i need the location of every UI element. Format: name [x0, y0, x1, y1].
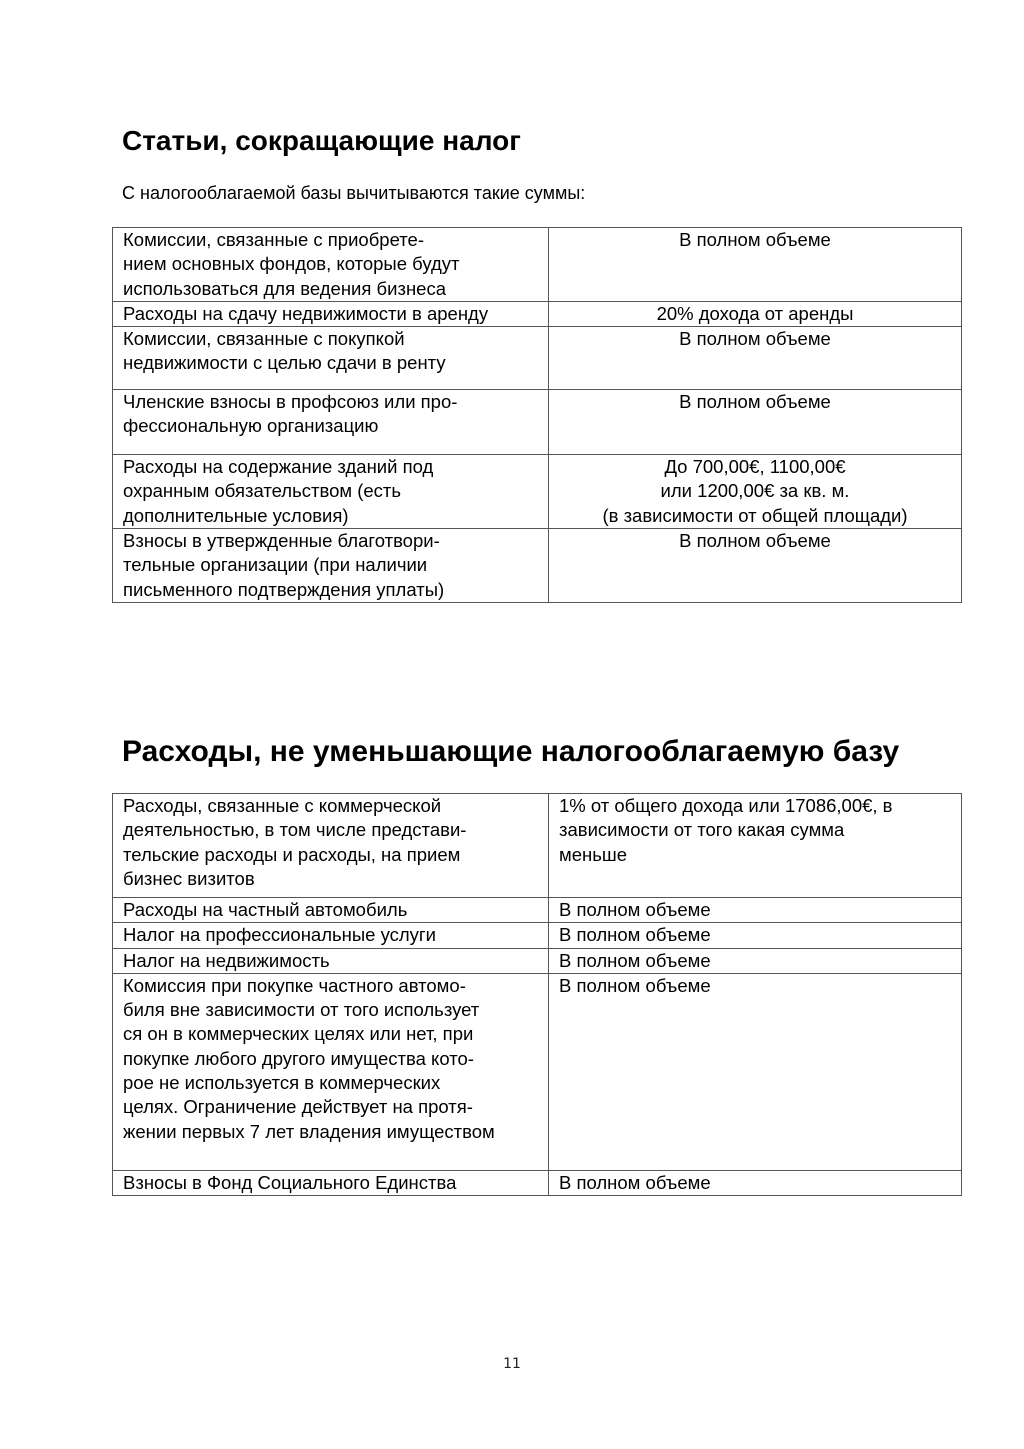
row-value: 20% дохода от аренды — [549, 301, 962, 326]
row-item: Комиссии, связанные с покупкой недвижимости с целью сдачи в ренту — [113, 327, 549, 390]
row-item: Расходы на частный автомобиль — [113, 898, 549, 923]
row-value: До 700,00€, 1100,00€ или 1200,00€ за кв. м. (в зависимости от общей площади) — [549, 455, 962, 529]
row-value: В полном объеме — [549, 529, 962, 603]
row-value: В полном объеме — [549, 327, 962, 390]
section-intro: С налогооблагаемой базы вычитываются такие суммы: — [122, 183, 586, 203]
table-row — [113, 898, 962, 923]
table-row — [113, 301, 962, 326]
row-item: Членские взносы в профсоюз или про- фессиональную организацию — [113, 390, 549, 455]
row-item: Взносы в утвержденные благотвори- тельные организации (при наличии письменного подтверждения уплаты) — [113, 529, 549, 603]
table-row — [113, 455, 962, 529]
table-row — [113, 923, 962, 948]
row-value: В полном объеме — [549, 923, 962, 948]
row-item: Расходы, связанные с коммерческой деятельностью, в том числе представи- тельские расходы и расходы, на прием бизнес визитов — [113, 794, 549, 898]
row-value: В полном объеме — [549, 948, 962, 973]
row-item: Расходы на содержание зданий под охранным обязательством (есть дополнительные условия) — [113, 455, 549, 529]
page-number: 11 — [503, 1356, 521, 1372]
row-value: 1% от общего дохода или 17086,00€, в зависимости от того какая сумма меньше — [549, 794, 962, 898]
row-value: В полном объеме — [549, 973, 962, 1170]
section-title-non-reducing: Расходы, не уменьшающие налогооблагаемую базу — [122, 735, 900, 768]
table-row — [113, 228, 962, 302]
table-row — [113, 390, 962, 455]
table-row — [113, 948, 962, 973]
table-row — [113, 973, 962, 1170]
table-row — [113, 1170, 962, 1195]
row-item: Расходы на сдачу недвижимости в аренду — [113, 301, 549, 326]
non-reducing-table — [112, 793, 962, 1196]
table-row — [113, 794, 962, 898]
row-value: В полном объеме — [549, 390, 962, 455]
tax-reducing-table — [112, 227, 962, 603]
row-item: Комиссия при покупке частного автомо- биля вне зависимости от того использует ся он в коммерческих целях или нет, при покупке любого другого имущества кото- рое не используется в коммерческих целях. Ограничение действует на протя- жении первых 7 лет владения имуществом — [113, 973, 549, 1170]
section-title-tax-reducing: Статьи, сокращающие налог — [122, 125, 521, 156]
row-value: В полном объеме — [549, 1170, 962, 1195]
row-value: В полном объеме — [549, 898, 962, 923]
row-item: Комиссии, связанные с приобрете- нием основных фондов, которые будут использоваться для ведения бизнеса — [113, 228, 549, 302]
row-item: Налог на недвижимость — [113, 948, 549, 973]
row-item: Взносы в Фонд Социального Единства — [113, 1170, 549, 1195]
table-row — [113, 529, 962, 603]
table-row — [113, 327, 962, 390]
row-item: Налог на профессиональные услуги — [113, 923, 549, 948]
row-value: В полном объеме — [549, 228, 962, 302]
